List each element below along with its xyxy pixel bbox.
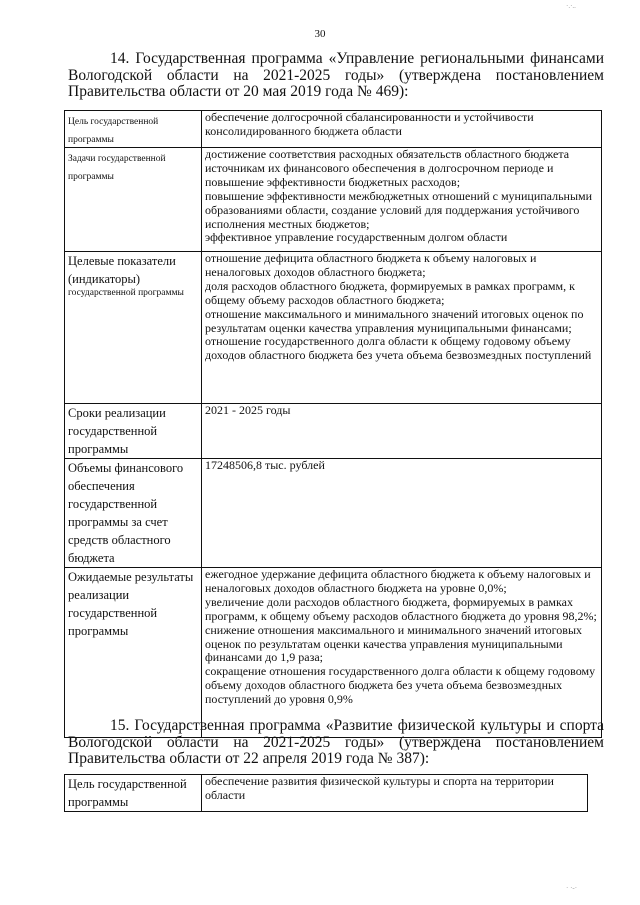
- row-label-tasks: Задачи государственной программы: [68, 154, 166, 182]
- section-15-heading-text: 15. Государственная программа «Развитие физической культуры и спорта Вологодской области на 2021-2025 годы» (утверждена постановлением Правительства области от 22 апреля 2019 года № 387):: [68, 717, 604, 767]
- section-14-heading: [68, 51, 604, 101]
- row-value-cell: [202, 404, 602, 459]
- value-line: отношение государственного долга области к общему годовому объему доходов областного бюджета без учета объема безвозмездных поступлений: [205, 334, 592, 363]
- value-line: 17248506,8 тыс. рублей: [205, 458, 325, 472]
- section-15-passport-table: [64, 774, 588, 812]
- row-label-indicators-sub: государственной программы: [68, 288, 184, 298]
- row-value-cell: [202, 459, 602, 568]
- page-number: 30: [314, 28, 326, 40]
- section-14-passport-table: [64, 110, 602, 738]
- row-label-timeline: Сроки реализации государственной программы: [68, 406, 166, 456]
- row-label-results: Ожидаемые результаты реализации государственной программы: [68, 570, 194, 638]
- value-line: достижение соответствия расходных обязательств областного бюджета источникам их финансового обеспечения в долгосрочном периоде и повышение эффективности бюджетных расходов;: [205, 147, 570, 189]
- row-value-cell: [202, 252, 602, 404]
- value-line: снижение отношения максимального и минимального значений итоговых оценок по результатам оценки качества управления муниципальными финансами до 1,9 раза;: [205, 622, 583, 665]
- value-line: обеспечение развития физической культуры и спорта на территории области: [205, 774, 554, 802]
- row-value-cell: [202, 568, 602, 738]
- row-label-indicators: Целевые показатели (индикаторы): [68, 254, 176, 286]
- value-line: ежегодное удержание дефицита областного бюджета к объему налоговых и неналоговых доходов областного бюджета на уровне 0,0%;: [205, 567, 591, 595]
- row-value-cell: [202, 111, 602, 148]
- section-14-heading-text: 14. Государственная программа «Управление региональными финансами Вологодской области на 2021-2025 годы» (утверждена постановлением Правительства области от 20 мая 2019 года № 469):: [68, 50, 604, 100]
- row-label-cell: [65, 252, 202, 404]
- row-label-goal: Цель государственной программы: [68, 117, 159, 145]
- row-label-cell: [65, 775, 202, 812]
- row-label-goal: Цель государственной программы: [68, 777, 187, 809]
- value-line: сокращение отношения государственного долга области к общему годовому объему доходов областного бюджета без учета объема безвозмездных поступлений до уровня 0,9%: [205, 664, 596, 707]
- table-row: [65, 404, 602, 459]
- value-line: отношение дефицита областного бюджета к объему налоговых и неналоговых доходов областного бюджета;: [205, 251, 537, 279]
- value-line: обеспечение долгосрочной сбалансированности и устойчивости консолидированного бюджета области: [205, 110, 534, 138]
- row-value-cell: [202, 148, 602, 252]
- row-label-cell: [65, 148, 202, 252]
- row-label-funding: Объемы финансового обеспечения государственной программы за счет средств областного бюджета: [68, 461, 184, 565]
- scan-mark-bottom: · ·-·: [566, 884, 578, 892]
- value-line: повышение эффективности межбюджетных отношений с муниципальными образованиями области, создание условий для поддержания устойчивого исполнения местных бюджетов;: [205, 188, 593, 231]
- value-line: доля расходов областного бюджета, формируемых в рамках программ, к общему объему расходов областного бюджета;: [205, 278, 575, 307]
- table-row: [65, 148, 602, 252]
- value-line: 2021 - 2025 годы: [205, 403, 291, 417]
- scan-mark-top: ·.·..: [566, 2, 576, 10]
- row-label-cell: [65, 568, 202, 738]
- row-value-cell: [202, 775, 588, 812]
- section-15-heading: [68, 718, 604, 768]
- table-row: [65, 775, 588, 812]
- table-row: [65, 568, 602, 738]
- value-line: эффективное управление государственным долгом области: [205, 230, 508, 245]
- table-row: [65, 111, 602, 148]
- row-label-cell: [65, 404, 202, 459]
- table-row: [65, 252, 602, 404]
- row-label-cell: [65, 459, 202, 568]
- row-label-cell: [65, 111, 202, 148]
- value-line: увеличение доли расходов областного бюджета, формируемых в рамках программ, к общему объему расходов областного бюджета до уровня 98,2%;: [205, 594, 597, 623]
- value-line: отношение максимального и минимального значений итоговых оценок по результатам оценки качества управления муниципальными финансами;: [205, 306, 584, 335]
- table-row: [65, 459, 602, 568]
